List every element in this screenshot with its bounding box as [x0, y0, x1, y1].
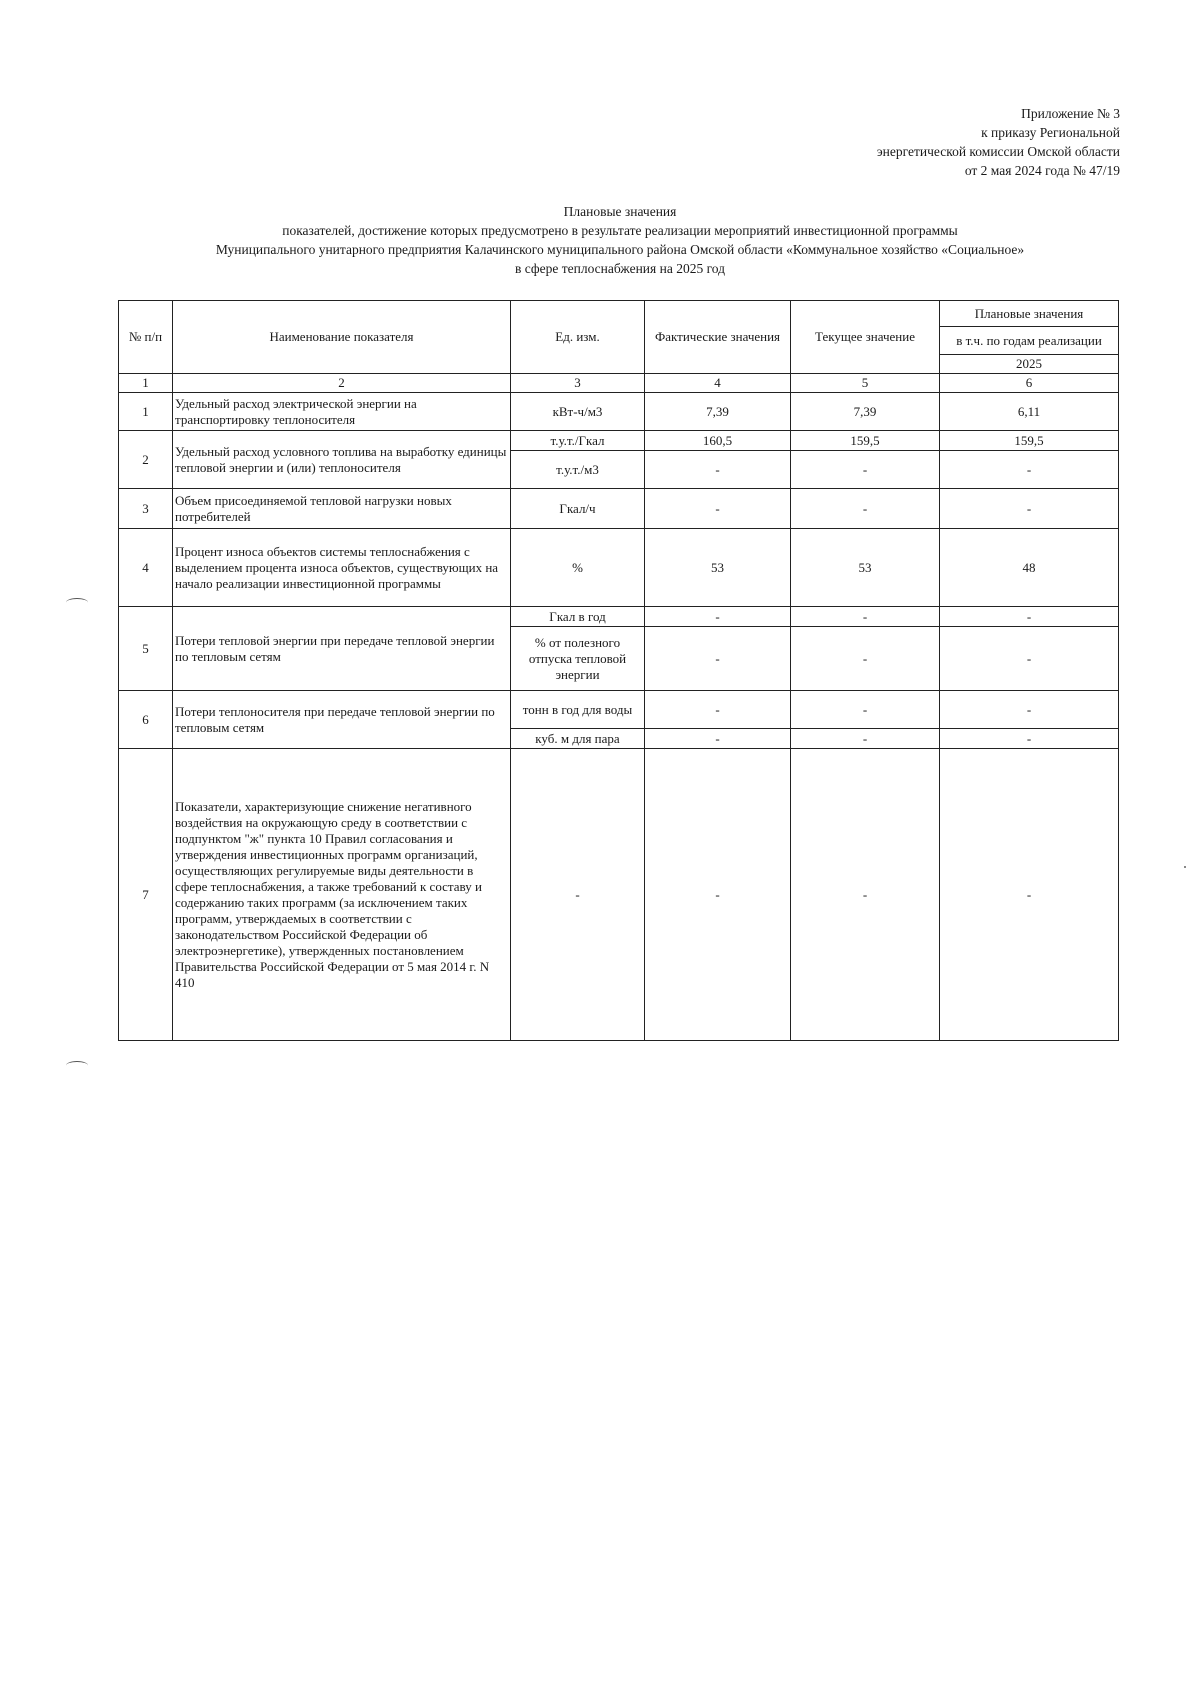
planned-value: - — [940, 729, 1119, 749]
actual-value: - — [645, 691, 791, 729]
header-unit: Ед. изм. — [511, 301, 645, 374]
planned-value: - — [940, 489, 1119, 529]
current-value: - — [791, 627, 940, 691]
actual-value: - — [645, 627, 791, 691]
planned-value: 48 — [940, 529, 1119, 607]
current-value: 159,5 — [791, 431, 940, 451]
actual-value: 7,39 — [645, 393, 791, 431]
header-current: Текущее значение — [791, 301, 940, 374]
unit-cell: Гкал в год — [511, 607, 645, 627]
planned-value: 159,5 — [940, 431, 1119, 451]
planned-value: - — [940, 627, 1119, 691]
indicator-name: Удельный расход условного топлива на выработку единицы тепловой энергии и (или) теплоносителя — [173, 431, 511, 489]
indicator-name: Показатели, характеризующие снижение негативного воздействия на окружающую среду в соответствии с подпунктом "ж" пункта 10 Правил согласования и утверждения инвестиционных программ организаций, осуществляющих регулируемые виды деятельности в сфере теплоснабжения, а также требований к составу и содержанию таких программ (за исключением таких программ, утверждаемых в соответствии с законодательством Российской Федерации об электроэнергетике), утвержденных постановлением Правительства Российской Федерации от 5 мая 2014 г. N 410 — [173, 749, 511, 1041]
header-name: Наименование показателя — [173, 301, 511, 374]
actual-value: - — [645, 489, 791, 529]
indicator-name: Потери тепловой энергии при передаче тепловой энергии по тепловым сетям — [173, 607, 511, 691]
unit-cell: тонн в год для воды — [511, 691, 645, 729]
table-row — [119, 529, 1119, 607]
col-number: 3 — [511, 374, 645, 393]
planned-value: - — [940, 607, 1119, 627]
current-value: - — [791, 489, 940, 529]
header-actual: Фактические значения — [645, 301, 791, 374]
row-number: 7 — [119, 749, 173, 1041]
scan-artifact — [1184, 866, 1186, 868]
current-value: 7,39 — [791, 393, 940, 431]
current-value: 53 — [791, 529, 940, 607]
planned-value: - — [940, 749, 1119, 1041]
unit-cell: Гкал/ч — [511, 489, 645, 529]
indicator-name: Удельный расход электрической энергии на транспортировку теплоносителя — [173, 393, 511, 431]
col-number: 4 — [645, 374, 791, 393]
current-value: - — [791, 607, 940, 627]
header-year: 2025 — [940, 355, 1119, 374]
row-number: 3 — [119, 489, 173, 529]
unit-cell: % от полезного отпуска тепловой энергии — [511, 627, 645, 691]
unit-cell: - — [511, 749, 645, 1041]
heading-subtitle: показателей, достижение которых предусмотрено в результате реализации мероприятий инвестиционной программы — [282, 223, 958, 238]
table-row — [119, 691, 1119, 729]
actual-value: - — [645, 451, 791, 489]
col-number: 5 — [791, 374, 940, 393]
actual-value: 53 — [645, 529, 791, 607]
unit-cell: куб. м для пара — [511, 729, 645, 749]
unit-cell: % — [511, 529, 645, 607]
column-number-row — [119, 374, 1119, 393]
row-number: 4 — [119, 529, 173, 607]
heading-scope: в сфере теплоснабжения на 2025 год — [514, 261, 725, 276]
planned-value: - — [940, 691, 1119, 729]
current-value: - — [791, 691, 940, 729]
appendix-date: от 2 мая 2024 года № 47/19 — [964, 163, 1120, 178]
table-row — [119, 607, 1119, 627]
current-value: - — [791, 749, 940, 1041]
row-number: 5 — [119, 607, 173, 691]
appendix-commission: энергетической комиссии Омской области — [876, 144, 1120, 159]
actual-value: - — [645, 729, 791, 749]
header-row — [119, 301, 1119, 327]
col-number: 2 — [173, 374, 511, 393]
indicator-name: Объем присоединяемой тепловой нагрузки новых потребителей — [173, 489, 511, 529]
header-num: № п/п — [119, 301, 173, 374]
header-planned-sub: в т.ч. по годам реализации — [940, 327, 1119, 355]
planned-value: 6,11 — [940, 393, 1119, 431]
actual-value: - — [645, 607, 791, 627]
row-number: 1 — [119, 393, 173, 431]
actual-value: - — [645, 749, 791, 1041]
current-value: - — [791, 451, 940, 489]
appendix-number: Приложение № 3 — [1021, 106, 1120, 121]
unit-cell: кВт-ч/м3 — [511, 393, 645, 431]
row-number: 6 — [119, 691, 173, 749]
appendix-order: к приказу Региональной — [981, 125, 1120, 140]
indicator-name: Потери теплоносителя при передаче тепловой энергии по тепловым сетям — [173, 691, 511, 749]
table-row — [119, 431, 1119, 451]
unit-cell: т.у.т./м3 — [511, 451, 645, 489]
indicators-table — [118, 300, 1119, 1041]
planned-value: - — [940, 451, 1119, 489]
table-row — [119, 749, 1119, 1041]
current-value: - — [791, 729, 940, 749]
row-number: 2 — [119, 431, 173, 489]
heading-organization: Муниципального унитарного предприятия Калачинского муниципального района Омской области «Коммунальное хозяйство «Социальное» — [215, 242, 1025, 257]
scan-artifact — [66, 598, 88, 607]
header-planned: Плановые значения — [940, 301, 1119, 327]
heading-title: Плановые значения — [563, 204, 677, 219]
scan-artifact — [66, 1061, 88, 1070]
appendix-reference — [700, 104, 1120, 180]
table-row — [119, 393, 1119, 431]
table-row — [119, 489, 1119, 529]
col-number: 6 — [940, 374, 1119, 393]
actual-value: 160,5 — [645, 431, 791, 451]
unit-cell: т.у.т./Гкал — [511, 431, 645, 451]
document-heading — [100, 202, 1140, 278]
indicator-name: Процент износа объектов системы теплоснабжения с выделением процента износа объектов, существующих на начало реализации инвестиционной программы — [173, 529, 511, 607]
col-number: 1 — [119, 374, 173, 393]
indicators-table-body — [119, 301, 1119, 1041]
